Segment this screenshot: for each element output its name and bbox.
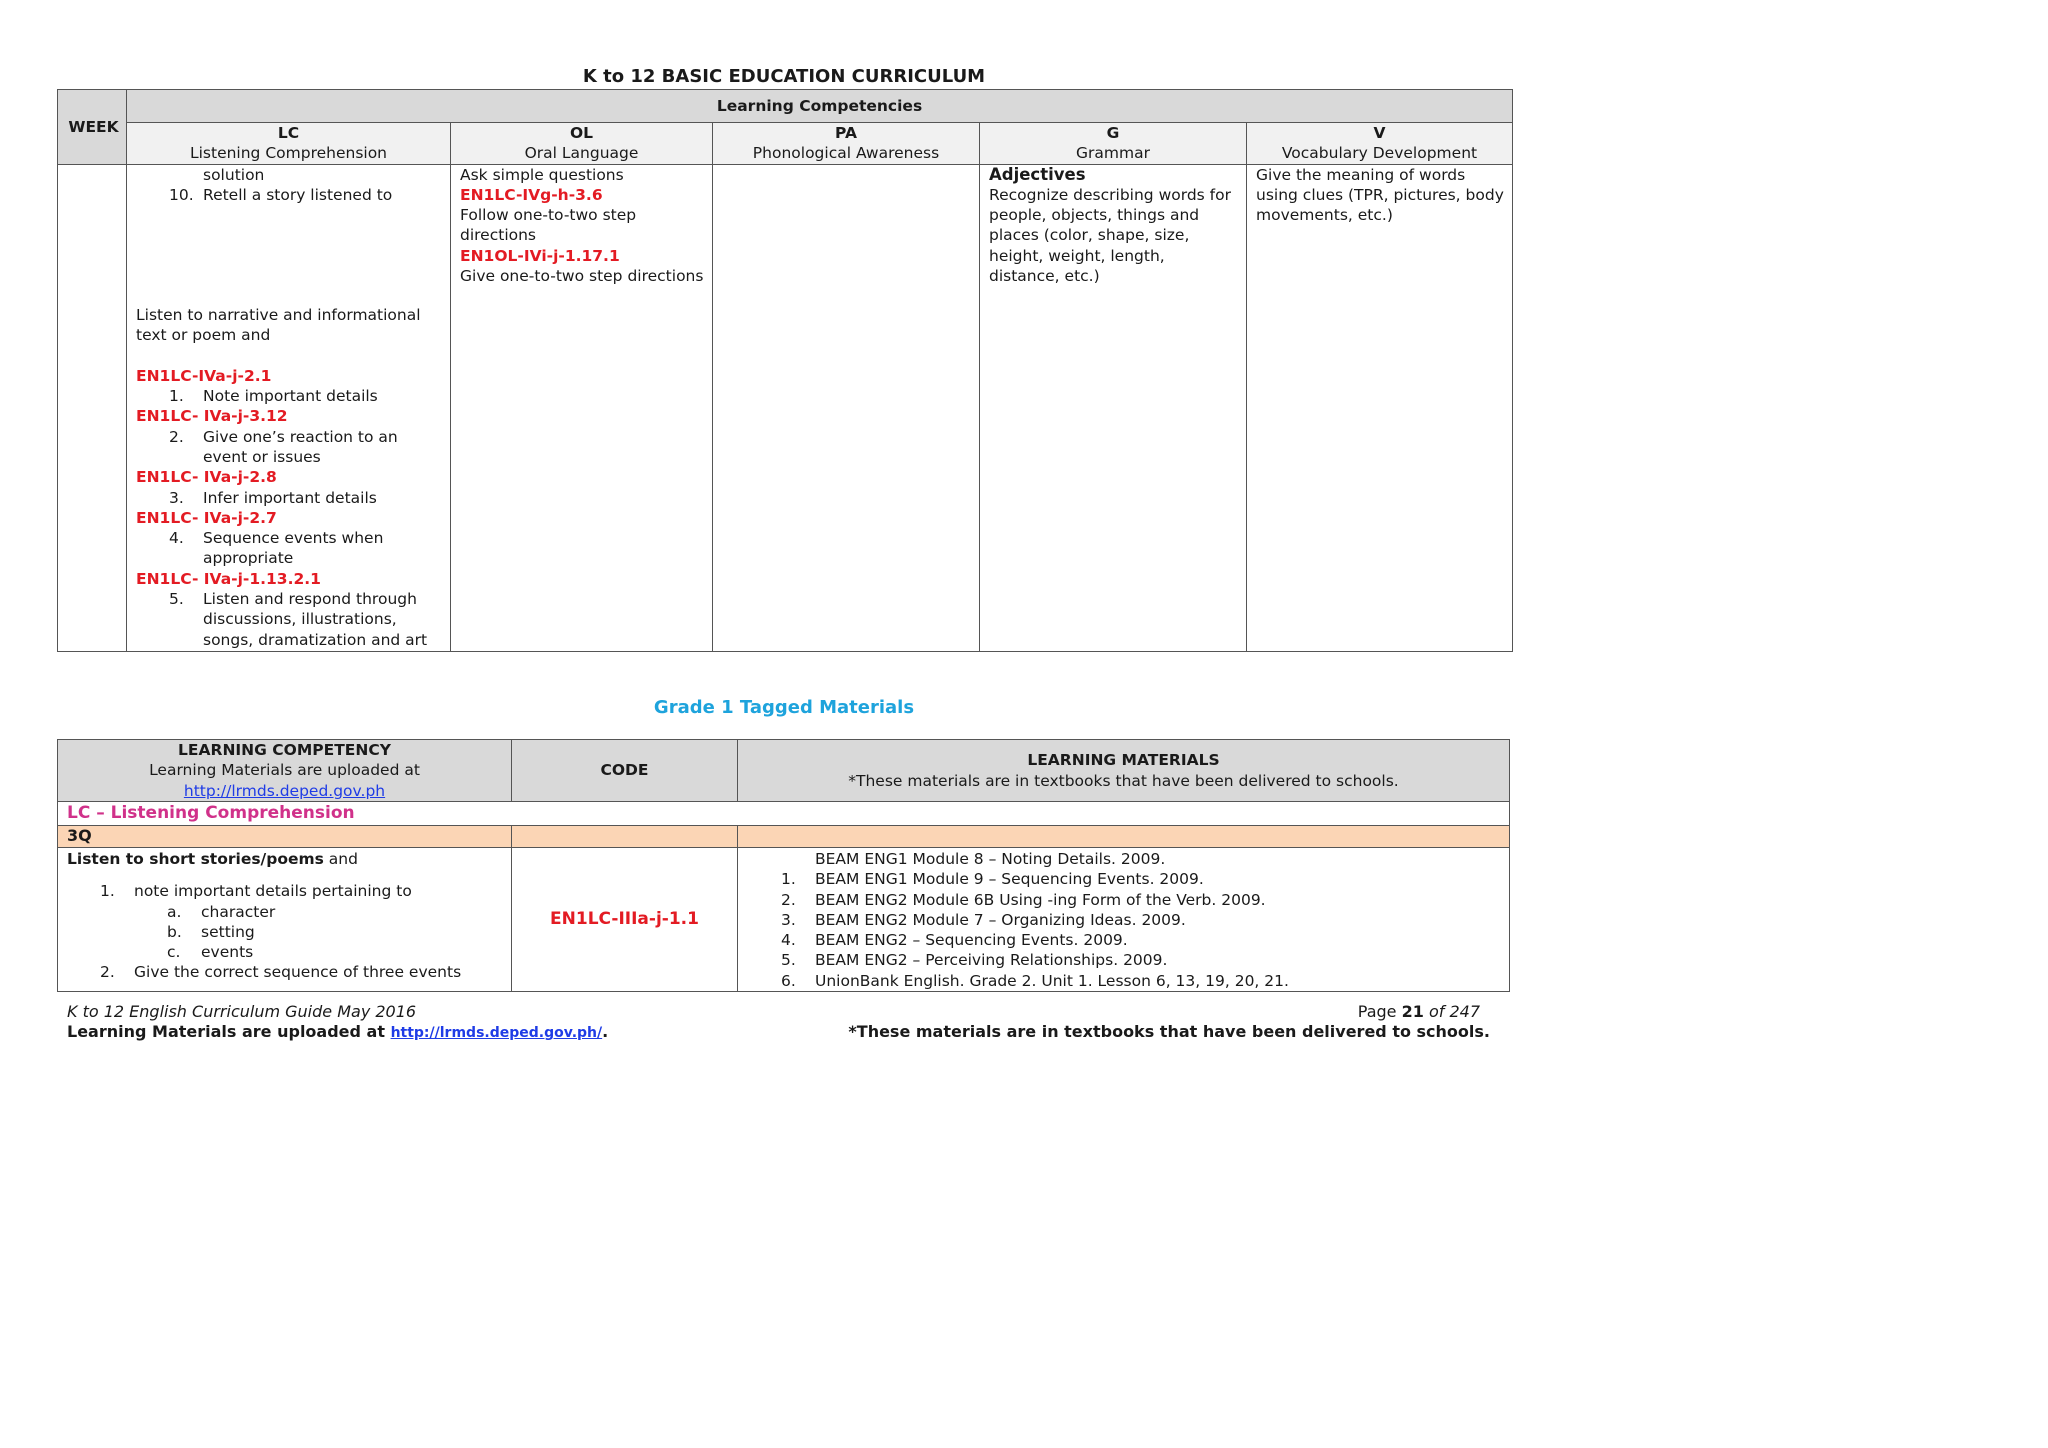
week-cell xyxy=(58,164,127,651)
pa-cell xyxy=(713,164,980,651)
v-cell xyxy=(1247,164,1513,651)
lc-code: EN1LC- IVa-j-2.8 xyxy=(136,468,277,487)
footer-guide: K to 12 English Curriculum Guide May 2016 xyxy=(67,1002,417,1021)
material-item: BEAM ENG2 – Sequencing Events. 2009. xyxy=(815,931,1128,950)
footer-page: Page 21 of 247 xyxy=(1357,1002,1480,1021)
lc-code: EN1LC-IVa-j-2.1 xyxy=(136,366,272,385)
section-title: Grade 1 Tagged Materials xyxy=(653,697,915,718)
competency-cell: Listen to short stories/poems and 1. note important details pertaining to a. character b. setting c. events 2. Give the correct sequence of three events xyxy=(58,848,512,992)
ol-cell xyxy=(451,164,713,651)
lc-item-text: Retell a story listened to xyxy=(203,185,393,204)
lc-item-text: Note important details xyxy=(203,387,378,406)
lc-code: EN1LC- IVa-j-2.7 xyxy=(136,508,277,527)
lc-item-text: Sequence events when appropriate xyxy=(203,529,384,568)
code-cell: EN1LC-IIIa-j-1.1 xyxy=(512,848,738,992)
g-cell xyxy=(980,164,1247,651)
footer-delivered: *These materials are in textbooks that have been delivered to schools. xyxy=(848,1022,1490,1041)
learning-competency-header: LEARNING COMPETENCY Learning Materials are uploaded at http://lrmds.deped.gov.ph xyxy=(58,740,512,802)
lrmds-link[interactable]: http://lrmds.deped.gov.ph xyxy=(183,781,386,800)
col-header-lc: LC Listening Comprehension xyxy=(127,123,451,165)
learning-materials-header: LEARNING MATERIALS *These materials are in textbooks that have been delivered to schools. xyxy=(738,740,1510,802)
lc-item-text: Infer important details xyxy=(203,488,377,507)
v-text: Give the meaning of words using clues (TPR, pictures, body movements, etc.) xyxy=(1256,165,1504,225)
col-header-ol: OL Oral Language xyxy=(451,123,713,165)
g-text: Recognize describing words for people, objects, things and places (color, shape, size, height, weight, length, distance, etc.) xyxy=(989,185,1231,286)
col-header-g: G Grammar xyxy=(980,123,1247,165)
ol-code: EN1OL-IVi-j-1.17.1 xyxy=(460,246,620,265)
lc-cell: solution 10. Retell a story listened to Listen to narrative and informational text or poem and EN1LC-IVa-j-2.1 1. Note important details EN1LC- IVa-j-3.12 2. Give one’s reaction to an event or issues EN1LC- IVa-j-2.8 3. Infer important details EN1LC- IVa-j-2.7 4. Sequence events when appropriate EN1LC- IVa-j-1.13.2.1 5. Listen and respond through discussions, illustrations, songs, dramatization and art xyxy=(127,164,451,651)
lc-solution: solution xyxy=(203,165,265,184)
col-header-v: V Vocabulary Development xyxy=(1247,123,1513,165)
lc-item-text: Give one’s reaction to an event or issues xyxy=(203,427,398,466)
tagged-materials-table xyxy=(57,739,1510,992)
lc-code: EN1LC- IVa-j-1.13.2.1 xyxy=(136,569,321,588)
learning-competencies-header: Learning Competencies xyxy=(127,90,1513,123)
quarter-label: 3Q xyxy=(58,826,512,848)
ol-code: EN1LC-IVg-h-3.6 xyxy=(460,185,603,204)
lc-item-number: 10. xyxy=(169,185,194,204)
competencies-table xyxy=(57,89,1513,652)
ol-text: Give one-to-two step directions xyxy=(460,267,704,286)
material-item: BEAM ENG2 Module 6B Using -ing Form of the Verb. 2009. xyxy=(815,890,1266,909)
code-header: CODE xyxy=(512,740,738,802)
lc-item-text: Listen and respond through discussions, illustrations, songs, dramatization and art xyxy=(203,590,428,649)
material-item: BEAM ENG1 Module 8 – Noting Details. 2009. xyxy=(815,850,1166,868)
week-header: WEEK xyxy=(58,90,127,165)
lc-section-row: LC – Listening Comprehension xyxy=(58,802,1510,826)
footer-lrmds-link[interactable]: http://lrmds.deped.gov.ph/ xyxy=(390,1025,603,1041)
g-heading: Adjectives xyxy=(989,164,1086,184)
ol-text: Follow one-to-two step directions xyxy=(460,206,637,245)
ol-text: Ask simple questions xyxy=(460,165,624,184)
document-title: K to 12 BASIC EDUCATION CURRICULUM xyxy=(582,66,986,87)
lc-intro: Listen to narrative and informational text or poem and xyxy=(136,306,421,345)
material-item: BEAM ENG2 Module 7 – Organizing Ideas. 2009. xyxy=(815,910,1186,929)
col-header-pa: PA Phonological Awareness xyxy=(713,123,980,165)
material-item: BEAM ENG2 – Perceiving Relationships. 2009. xyxy=(815,951,1168,970)
material-item: UnionBank English. Grade 2. Unit 1. Lesson 6, 13, 19, 20, 21. xyxy=(815,971,1289,990)
lc-code: EN1LC- IVa-j-3.12 xyxy=(136,407,288,426)
footer-uploaded: Learning Materials are uploaded at http://lrmds.deped.gov.ph/. xyxy=(67,1022,609,1041)
materials-cell: BEAM ENG1 Module 8 – Noting Details. 2009. 1. BEAM ENG1 Module 9 – Sequencing Events. 2009. 2. BEAM ENG2 Module 6B Using -ing Form of the Verb. 2009. 3. BEAM ENG2 Module 7 – Organizing Ideas. 2009. 4. BEAM ENG2 – Sequencing Events. 2009. 5. BEAM ENG2 – Perceiving Relationships. 2009. 6. UnionBank English. Grade 2. Unit 1. Lesson 6, 13, 19, 20, 21. xyxy=(738,848,1510,992)
material-item: BEAM ENG1 Module 9 – Sequencing Events. 2009. xyxy=(815,870,1204,889)
